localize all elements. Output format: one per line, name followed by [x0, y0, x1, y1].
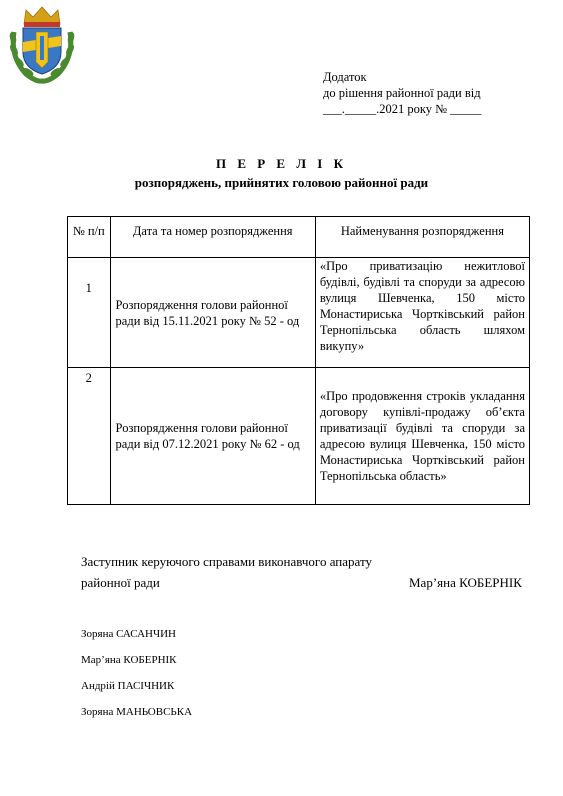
signatory-position-line-1: Заступник керуючого справами виконавчого апарату: [81, 554, 372, 569]
table-row: [68, 258, 530, 368]
appendix-line-2: до рішення районної ради від: [323, 86, 481, 100]
row-name-cell: «Про продовження строків укладання договору купівлі-продажу об’єкта приватизації будівлі та споруди за адресою вулиця Шевченка, 150 місто Монастириська Чортківський район Тернопільська область»: [315, 368, 529, 505]
approver-name: Мар’яна КОБЕРНІК: [81, 654, 177, 666]
approvers-list: [81, 628, 192, 732]
column-header-number: № п/п: [68, 217, 111, 258]
signatory-position-line-2: районної ради: [81, 575, 160, 590]
approver-name: Зоряна МАНЬОВСЬКА: [81, 706, 193, 718]
signature-block: [81, 551, 531, 593]
row-date-cell: Розпорядження голови районної ради від 07.12.2021 року № 62 - од: [110, 368, 315, 505]
appendix-line-3: ___._____.2021 року № _____: [323, 102, 482, 116]
approver-name: Андрій ПАСІЧНИК: [81, 680, 175, 692]
document-title: П Е Р Е Л І К: [215, 156, 348, 171]
orders-table: [67, 216, 530, 505]
column-header-date: Дата та номер розпорядження: [110, 217, 315, 258]
signatory-name: Мар’яна КОБЕРНІК: [409, 575, 522, 590]
row-number-cell: 1: [68, 258, 111, 368]
column-header-name: Найменування розпорядження: [315, 217, 529, 258]
table-row: [68, 368, 530, 505]
row-date-cell: Розпорядження голови районної ради від 15.11.2021 року № 52 - од: [110, 258, 315, 368]
approver-name: Зоряна САСАНЧИН: [81, 628, 176, 640]
row-name-cell: «Про приватизацію нежитлової будівлі, будівлі та споруди за адресою вулиця Шевченка, 150 місто Монастириська Чортківський район Тернопільська область шляхом викупу»: [315, 258, 529, 368]
row-number-cell: 2: [68, 368, 111, 505]
appendix-line-1: Додаток: [323, 70, 367, 84]
document-subtitle: розпоряджень, прийнятих головою районної ради: [134, 175, 429, 190]
table-header-row: [68, 217, 530, 258]
district-coat-of-arms-icon: [6, 2, 78, 84]
appendix-note: [323, 69, 481, 117]
